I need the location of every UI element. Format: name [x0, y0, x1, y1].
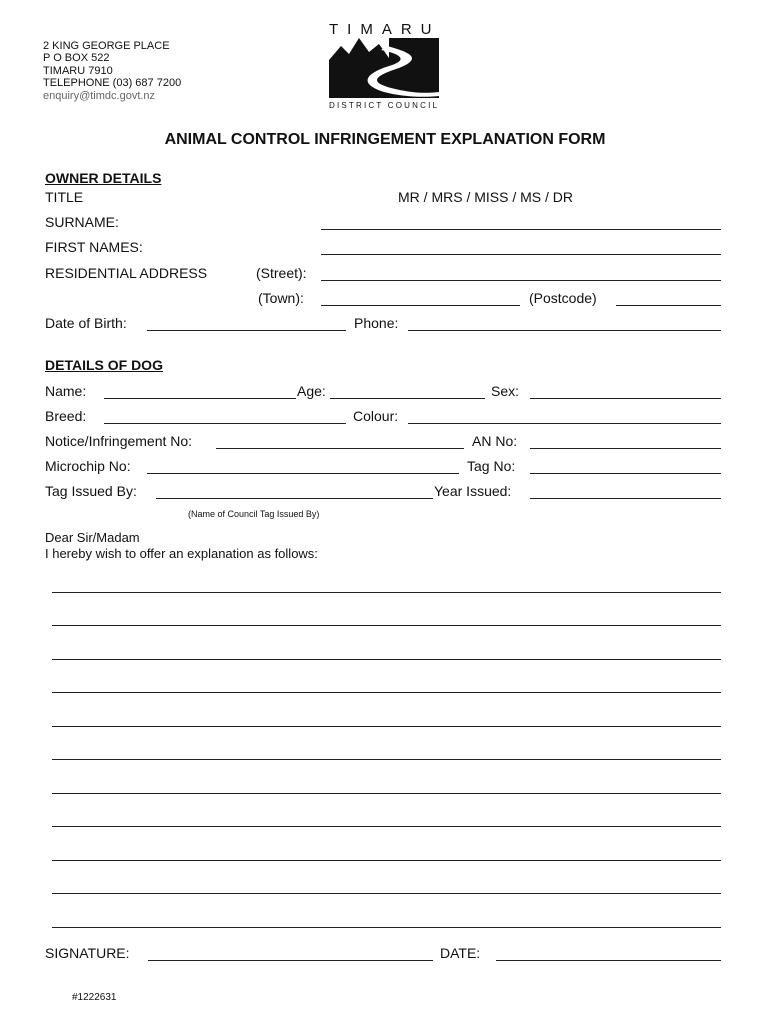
notice-number-label: Notice/Infringement No:	[45, 433, 193, 449]
tag-issued-by-label: Tag Issued By:	[45, 483, 137, 499]
title-options[interactable]: MR / MRS / MISS / MS / DR	[398, 189, 574, 205]
explanation-line-10[interactable]	[52, 893, 721, 894]
breed-label: Breed:	[45, 408, 87, 424]
council-logo-icon	[329, 38, 439, 98]
explanation-intro: I hereby wish to offer an explanation as follows:	[45, 546, 318, 561]
dog-name-field[interactable]	[104, 398, 296, 399]
address-line-4: TELEPHONE (03) 687 7200	[43, 77, 182, 89]
dog-name-label: Name:	[45, 383, 87, 399]
signature-label: SIGNATURE:	[45, 945, 130, 961]
date-label: DATE:	[440, 945, 481, 961]
an-number-label: AN No:	[472, 433, 518, 449]
first-names-label: FIRST NAMES:	[45, 239, 143, 255]
address-line-3: TIMARU 7910	[43, 65, 113, 77]
explanation-line-8[interactable]	[52, 826, 721, 827]
age-field[interactable]	[330, 398, 485, 399]
explanation-line-2[interactable]	[52, 625, 721, 626]
town-field[interactable]	[321, 305, 520, 306]
title-label: TITLE	[45, 189, 84, 205]
explanation-line-11[interactable]	[52, 927, 721, 928]
colour-field[interactable]	[408, 423, 721, 424]
colour-label: Colour:	[353, 408, 399, 424]
explanation-line-9[interactable]	[52, 860, 721, 861]
notice-number-field[interactable]	[216, 448, 464, 449]
sex-label: Sex:	[491, 383, 520, 399]
phone-field[interactable]	[408, 330, 721, 331]
street-label: (Street):	[256, 265, 307, 281]
residential-address-label: RESIDENTIAL ADDRESS	[45, 265, 208, 281]
date-field[interactable]	[496, 960, 721, 961]
dog-details-heading: DETAILS OF DOG	[45, 357, 163, 373]
explanation-line-1[interactable]	[52, 592, 721, 593]
sex-field[interactable]	[530, 398, 721, 399]
logo-title: TIMARU	[329, 21, 441, 38]
an-number-field[interactable]	[530, 448, 721, 449]
surname-field[interactable]	[321, 229, 721, 230]
year-issued-label: Year Issued:	[434, 483, 512, 499]
breed-field[interactable]	[104, 423, 346, 424]
signature-field[interactable]	[148, 960, 433, 961]
email-address: enquiry@timdc.govt.nz	[43, 90, 156, 102]
first-names-field[interactable]	[321, 254, 721, 255]
explanation-line-7[interactable]	[52, 793, 721, 794]
year-issued-field[interactable]	[530, 498, 721, 499]
tag-issued-by-field[interactable]	[156, 498, 433, 499]
owner-details-heading: OWNER DETAILS	[45, 170, 162, 186]
logo-subtitle: DISTRICT COUNCIL	[329, 101, 440, 110]
dob-field[interactable]	[147, 330, 346, 331]
document-number: #1222631	[72, 992, 117, 1003]
microchip-field[interactable]	[147, 473, 459, 474]
tag-number-field[interactable]	[530, 473, 721, 474]
explanation-line-5[interactable]	[52, 726, 721, 727]
explanation-line-6[interactable]	[52, 759, 721, 760]
tag-number-label: Tag No:	[467, 458, 516, 474]
explanation-line-4[interactable]	[52, 692, 721, 693]
postcode-label: (Postcode)	[529, 290, 597, 306]
microchip-label: Microchip No:	[45, 458, 131, 474]
form-title: ANIMAL CONTROL INFRINGEMENT EXPLANATION FORM	[164, 131, 606, 148]
town-label: (Town):	[258, 290, 304, 306]
street-field[interactable]	[321, 280, 721, 281]
explanation-line-3[interactable]	[52, 659, 721, 660]
dob-label: Date of Birth:	[45, 315, 127, 331]
tag-issued-note: (Name of Council Tag Issued By)	[188, 509, 320, 519]
age-label: Age:	[297, 383, 326, 399]
address-line-2: P O BOX 522	[43, 52, 110, 64]
phone-label: Phone:	[354, 315, 399, 331]
address-line-1: 2 KING GEORGE PLACE	[43, 40, 170, 52]
surname-label: SURNAME:	[45, 214, 119, 230]
salutation: Dear Sir/Madam	[45, 530, 140, 545]
postcode-field[interactable]	[616, 305, 721, 306]
